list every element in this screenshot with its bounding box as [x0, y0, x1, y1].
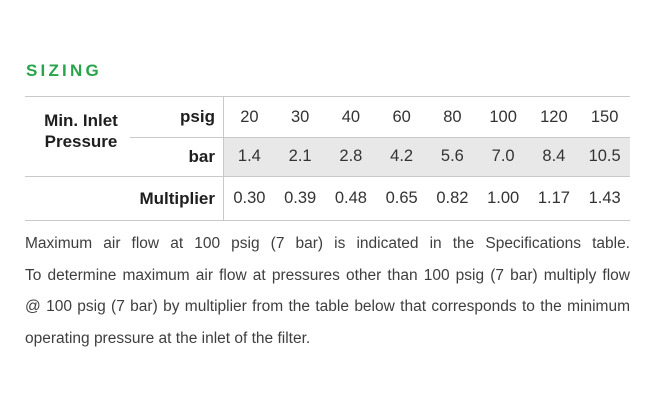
table-cell: 80	[443, 107, 462, 126]
row-label-psig: psig	[180, 107, 215, 126]
multiplier-values	[224, 177, 630, 220]
table-cell: 7.0	[491, 147, 515, 165]
table-cell: 10.5	[588, 147, 621, 165]
table-row-psig	[25, 97, 630, 137]
table-cell: 0.39	[284, 189, 317, 207]
psig-values	[224, 97, 630, 137]
description-paragraph	[25, 228, 630, 354]
description-line: @ 100 psig (7 bar) by multiplier from the table below that corresponds to the minimum	[25, 298, 630, 315]
table-cell: 1.43	[588, 189, 621, 207]
description-line: To determine maximum air flow at pressures other than 100 psig (7 bar) multiply flow	[25, 266, 630, 284]
table-cell: 20	[240, 107, 259, 126]
table-cell: 150	[590, 107, 619, 126]
table-border-bottom	[25, 220, 630, 221]
table-cell: 30	[290, 107, 310, 126]
table-cell: 8.4	[542, 147, 566, 165]
table-cell: 0.65	[385, 189, 418, 207]
table-cell: 5.6	[440, 147, 464, 165]
row-label-bar: bar	[188, 146, 215, 166]
table-cell: 100	[489, 107, 517, 126]
row-label-multiplier: Multiplier	[139, 188, 215, 208]
page-title: SIZING	[26, 61, 102, 80]
table-cell: 0.82	[436, 189, 469, 207]
row-group-label: Min. Inlet Pressure	[44, 111, 118, 151]
table-cell: 2.8	[339, 147, 363, 165]
table-cell: 1.17	[537, 189, 570, 207]
table-cell: 0.48	[334, 189, 367, 207]
bar-values	[224, 137, 630, 176]
table-cell: 2.1	[288, 147, 312, 165]
description-line: operating pressure at the inlet of the filter.	[25, 329, 311, 347]
table-cell: 60	[392, 107, 411, 126]
table-cell: 4.2	[390, 147, 414, 165]
table-cell: 1.00	[487, 189, 520, 207]
table-row-multiplier	[25, 177, 630, 220]
description-line: Maximum air flow at 100 psig (7 bar) is indicated in the Specifications table.	[25, 235, 630, 252]
table-cell: 1.4	[237, 147, 261, 165]
table-cell: 120	[540, 107, 568, 126]
table-cell: 40	[341, 107, 361, 126]
table-cell: 0.30	[233, 189, 266, 207]
table-row-bar	[25, 137, 630, 176]
